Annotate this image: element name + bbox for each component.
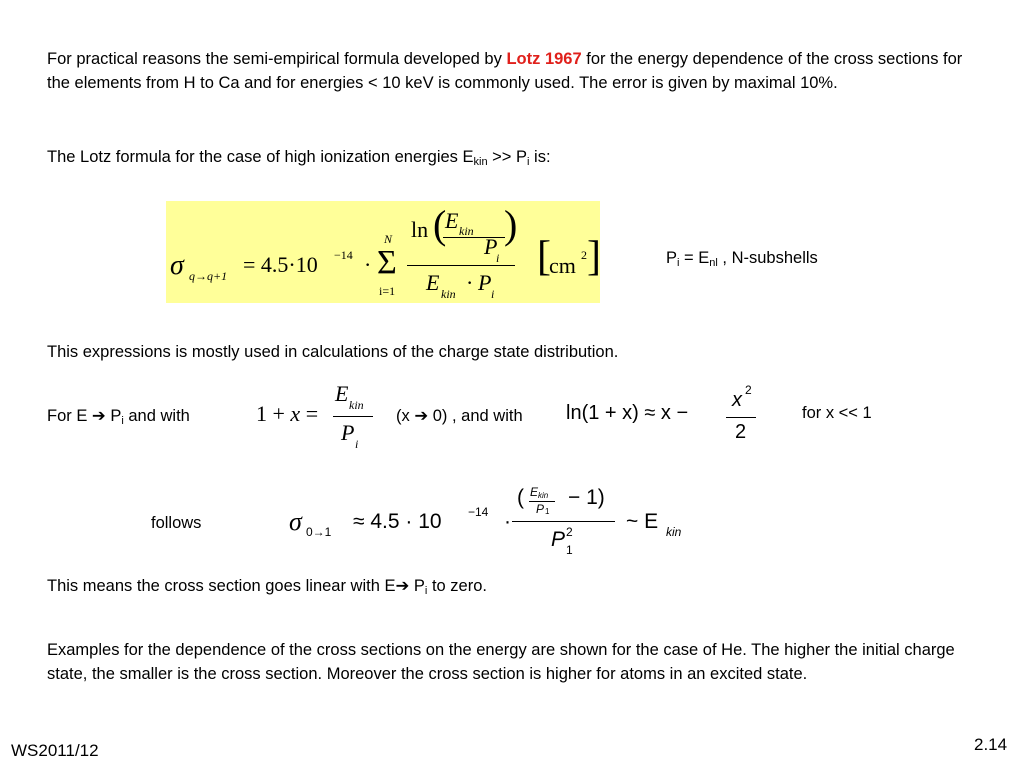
num-open-paren: ( (517, 486, 524, 509)
intro-paragraph: For practical reasons the semi-empirical formula developed by Lotz 1967 for the energy dependence of the cross sections for the elements from H to Ca and for energies < 10 keV is commonly used. The error is given by maximal 10%. (47, 50, 963, 92)
coefficient: = 4.5·10 (243, 252, 318, 277)
den-potential: P (478, 270, 492, 295)
num2-energy: E (530, 485, 539, 499)
num2-energy-sub: kin (538, 491, 549, 500)
num2-minus-one: − 1) (568, 486, 605, 509)
den2-sub: 1 (566, 543, 573, 557)
xdef-potential: P (341, 420, 355, 445)
sigma-subscript: q→q+1 (189, 269, 228, 283)
num-potential: P (484, 234, 498, 259)
xdef-energy-sub: kin (349, 398, 364, 412)
unit-exponent: 2 (581, 248, 587, 262)
sigma-symbol: σ (170, 250, 184, 281)
approx-dot: · (504, 510, 511, 533)
multiply-dot: · (364, 252, 372, 277)
xdef-energy: E (335, 381, 349, 406)
one-plus-x: 1 + x = (256, 401, 319, 426)
small-x-condition: for x << 1 (802, 404, 872, 422)
sum-lower-limit: i=1 (379, 284, 396, 298)
sum-symbol: Σ (377, 244, 397, 281)
x-squared: x (732, 389, 742, 411)
den-energy-sub: kin (441, 287, 456, 301)
right-paren: ) (504, 202, 518, 247)
den2-potential: P (551, 528, 566, 551)
num-potential-sub: i (496, 251, 500, 265)
coefficient-exponent: −14 (334, 248, 353, 262)
sigma2-subscript: 0→1 (306, 525, 332, 539)
examples-paragraph: Examples for the dependence of the cross sections on the energy are shown for the case of He. The higher the initial charge state, the smaller is the cross section. Moreover the cross section is higher for atoms in an excited state. (47, 641, 955, 683)
den-dot: · (466, 270, 474, 295)
subshell-note: $P_i = E_{nl}$ , N-subshells (666, 249, 818, 269)
ln-denominator: 2 (735, 421, 747, 443)
unit-bracket-right: ] (587, 234, 601, 280)
num2-potential: P (536, 502, 545, 516)
num2-potential-sub: 1 (545, 507, 550, 516)
x-to-zero-label: (x ➔ 0) , and with (396, 407, 523, 425)
unit-cm: cm (549, 253, 576, 278)
lotz-formula-intro: The Lotz formula for the case of high ionization energies $E_{kin} >> P_i$ is: (47, 148, 551, 168)
linear-behavior-paragraph: This means the cross section goes linear with E➔ $P_i$ to zero. (47, 577, 487, 597)
left-paren: ( (433, 202, 447, 247)
proportional-energy-sub: kin (666, 525, 682, 539)
limit-condition-label: For E ➔ $P_i$ and with (47, 407, 190, 427)
num-energy: E (445, 208, 459, 233)
arrow-icon: ➔ (395, 577, 410, 595)
den2-exp: 2 (566, 525, 573, 539)
approx-exponent: −14 (468, 505, 489, 519)
x-squared-exp: 2 (745, 383, 752, 397)
lotz-citation: Lotz 1967 (506, 50, 582, 68)
num-energy-sub: kin (459, 224, 474, 238)
semester-label: WS2011/12 (11, 741, 99, 760)
ln-expansion: ln(1 + x) ≈ x − (566, 402, 689, 424)
usage-paragraph: This expressions is mostly used in calculations of the charge state distribution. (47, 343, 619, 361)
den-potential-sub: i (491, 287, 495, 301)
sum-upper-limit: N (384, 232, 393, 246)
unit-bracket-left: [ (537, 234, 551, 280)
xdef-potential-sub: i (355, 437, 359, 451)
sigma2-symbol: σ (289, 507, 302, 536)
ln-function: ln (411, 217, 429, 242)
approx-coefficient: ≈ 4.5 · 10 (353, 510, 442, 533)
follows-label: follows (151, 514, 202, 532)
proportional-energy: ~ E (626, 510, 659, 533)
formula2-fraction-bar (512, 521, 615, 522)
den-energy: E (426, 270, 440, 295)
slide-number: 2.14 (974, 735, 1008, 754)
